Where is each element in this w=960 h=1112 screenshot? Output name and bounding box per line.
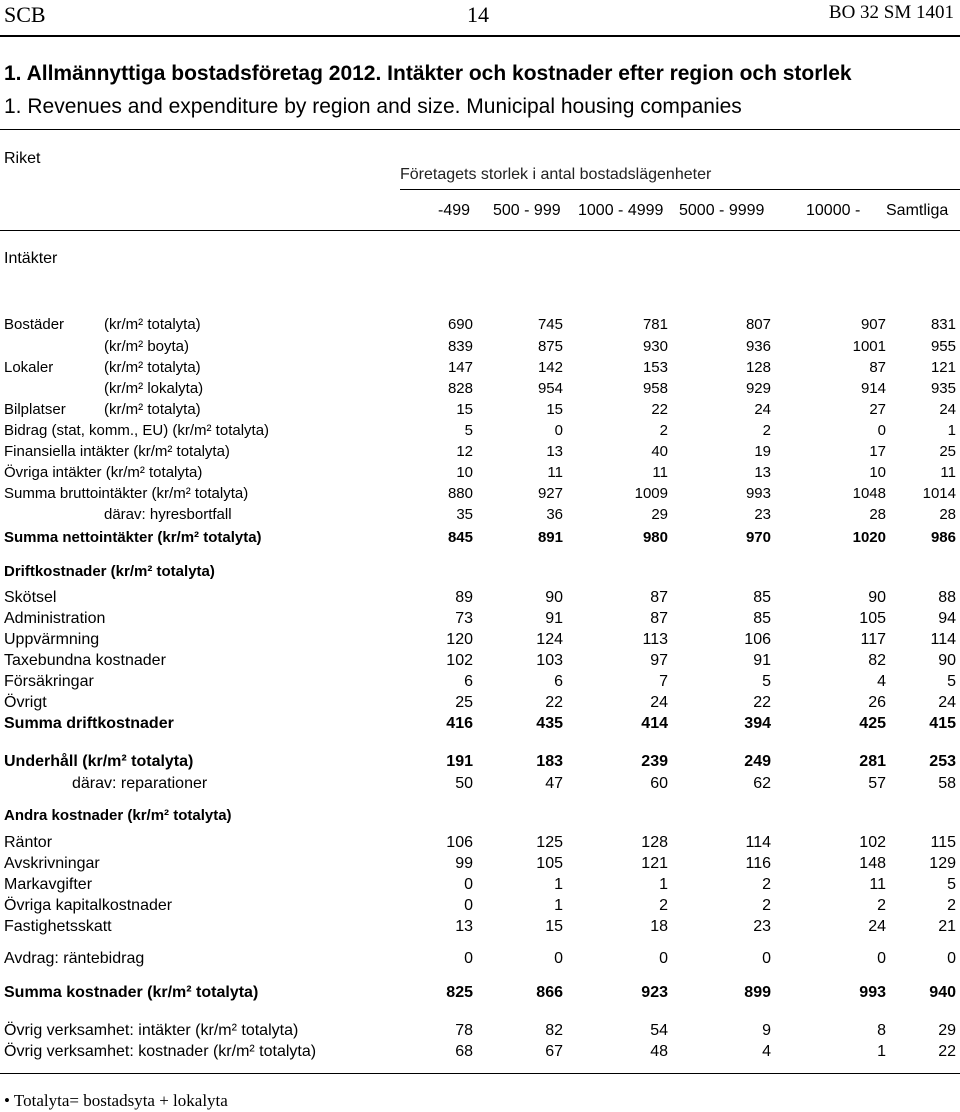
cell-value: 82 [868, 652, 886, 669]
cell-value: 120 [446, 631, 473, 648]
cell-value: 105 [536, 855, 563, 872]
cell-value: 5 [947, 876, 956, 893]
cell-value: 993 [745, 485, 771, 502]
cell-value: 781 [642, 316, 668, 333]
cell-value: 0 [464, 897, 473, 914]
cell-value: 91 [753, 652, 771, 669]
column-header: 10000 - [806, 202, 861, 219]
cell-value: 828 [447, 380, 473, 397]
cell-value: 4 [877, 673, 886, 690]
cell-value: 28 [939, 506, 956, 523]
cell-value: 191 [446, 753, 473, 770]
row-label: Markavgifter [4, 876, 93, 893]
cell-value: 22 [545, 694, 563, 711]
cell-value: 26 [868, 694, 886, 711]
cell-value: 970 [745, 529, 771, 546]
row-label: Försäkringar [4, 673, 94, 690]
cell-value: 11 [547, 464, 563, 481]
cell-value: 15 [545, 918, 563, 935]
row-label: Underhåll (kr/m² totalyta) [4, 753, 194, 770]
cell-value: 88 [938, 589, 956, 606]
cell-value: 1 [554, 897, 563, 914]
row-label: Räntor [4, 834, 53, 851]
region-label: Riket [4, 150, 41, 167]
cell-value: 239 [641, 753, 668, 770]
cell-value: 929 [745, 380, 771, 397]
cell-value: 416 [446, 715, 473, 732]
row-label: Avskrivningar [4, 855, 100, 872]
cell-value: 0 [554, 422, 563, 439]
cell-value: 1 [877, 1043, 886, 1060]
row-label: Övrigt [4, 694, 47, 711]
cell-value: 249 [744, 753, 771, 770]
row-label: Avdrag: räntebidrag [4, 950, 145, 967]
cell-value: 415 [929, 715, 956, 732]
cell-value: 124 [536, 631, 563, 648]
cell-value: 980 [642, 529, 668, 546]
cell-value: 0 [762, 950, 771, 967]
size-heading: Företagets storlek i antal bostadslägenheter [400, 166, 712, 183]
cell-value: 29 [938, 1022, 956, 1039]
cell-value: 90 [938, 652, 956, 669]
footnote-bullet: • [4, 1091, 10, 1110]
cell-value: 142 [537, 359, 563, 376]
cell-value: 15 [456, 401, 473, 418]
cell-value: 2 [762, 876, 771, 893]
cell-value: 27 [869, 401, 886, 418]
cell-value: 15 [546, 401, 563, 418]
row-label: Administration [4, 610, 106, 627]
cell-value: 24 [650, 694, 668, 711]
cell-value: 414 [641, 715, 668, 732]
cell-value: 128 [745, 359, 771, 376]
cell-value: 22 [753, 694, 771, 711]
cell-value: 845 [447, 529, 473, 546]
cell-value: 24 [754, 401, 771, 418]
cell-value: 25 [455, 694, 473, 711]
cell-value: 1001 [852, 338, 886, 355]
cell-value: 22 [651, 401, 668, 418]
cell-value: 35 [456, 506, 473, 523]
row-label: Bilplatser [4, 401, 66, 418]
cell-value: 8 [877, 1022, 886, 1039]
cell-value: 121 [641, 855, 668, 872]
row-label: Summa driftkostnader [4, 715, 174, 732]
cell-value: 253 [929, 753, 956, 770]
cell-value: 67 [545, 1043, 563, 1060]
column-header: 5000 - 9999 [679, 202, 765, 219]
cell-value: 129 [929, 855, 956, 872]
cell-value: 114 [745, 834, 771, 851]
cell-value: 0 [554, 950, 563, 967]
cell-value: 866 [536, 984, 563, 1001]
cell-value: 958 [642, 380, 668, 397]
cell-value: 13 [546, 443, 563, 460]
cell-value: 99 [455, 855, 473, 872]
cell-value: 955 [930, 338, 956, 355]
cell-value: 2 [659, 897, 668, 914]
cell-value: 2 [762, 897, 771, 914]
cell-value: 954 [537, 380, 563, 397]
row-label: Övrig verksamhet: intäkter (kr/m² totalyta) [4, 1022, 299, 1039]
cell-value: 128 [641, 834, 668, 851]
cell-value: 394 [744, 715, 771, 732]
cell-value: 91 [545, 610, 563, 627]
cell-value: 48 [650, 1043, 668, 1060]
row-label: Summa bruttointäkter (kr/m² totalyta) [4, 485, 249, 502]
row-label: därav: hyresbortfall [104, 506, 232, 523]
cell-value: 24 [938, 694, 956, 711]
cell-value: 5 [947, 673, 956, 690]
cell-value: 121 [930, 359, 956, 376]
cell-value: 36 [546, 506, 563, 523]
cell-value: 2 [947, 897, 956, 914]
cell-value: 105 [859, 610, 886, 627]
row-label: Skötsel [4, 589, 57, 606]
footer-rule [0, 1073, 960, 1074]
row-label: Finansiella intäkter (kr/m² totalyta) [4, 443, 230, 460]
cell-value: 103 [536, 652, 563, 669]
cell-value: 22 [938, 1043, 956, 1060]
cell-value: 153 [642, 359, 668, 376]
size-heading-rule [400, 189, 960, 190]
cell-value: 1 [947, 422, 956, 439]
cell-value: 907 [860, 316, 886, 333]
cell-value: 21 [938, 918, 956, 935]
cell-value: 1020 [852, 529, 886, 546]
cell-value: 125 [536, 834, 563, 851]
cell-value: 1 [554, 876, 563, 893]
cell-value: 1014 [922, 485, 956, 502]
cell-value: 935 [930, 380, 956, 397]
cell-value: 12 [456, 443, 473, 460]
cell-value: 4 [762, 1043, 771, 1060]
cell-value: 0 [947, 950, 956, 967]
cell-value: 9 [762, 1022, 771, 1039]
page-header-left: SCB [4, 2, 46, 27]
cell-value: 115 [930, 834, 956, 851]
cell-value: 60 [650, 775, 668, 792]
header-rule [0, 35, 960, 37]
cell-value: 0 [464, 950, 473, 967]
row-label: Uppvärmning [4, 631, 100, 648]
row-label: Fastighetsskatt [4, 918, 112, 935]
cell-value: 28 [869, 506, 886, 523]
cell-value: 936 [745, 338, 771, 355]
column-header: 500 - 999 [493, 202, 561, 219]
cell-value: 23 [753, 918, 771, 935]
cell-value: 807 [745, 316, 771, 333]
row-label: Övriga intäkter (kr/m² totalyta) [4, 464, 203, 481]
cell-value: 1 [659, 876, 668, 893]
cell-value: 50 [455, 775, 473, 792]
cell-value: 0 [877, 422, 886, 439]
cell-value: 78 [455, 1022, 473, 1039]
table-title-swedish: 1. Allmännyttiga bostadsföretag 2012. Intäkter och kostnader efter region och storlek [4, 62, 852, 85]
section-heading-other-costs: Andra kostnader (kr/m² totalyta) [4, 807, 232, 824]
cell-value: 940 [929, 984, 956, 1001]
cell-value: 114 [930, 631, 956, 648]
footnote [4, 1091, 228, 1111]
cell-value: 57 [868, 775, 886, 792]
cell-value: 87 [650, 610, 668, 627]
cell-value: 62 [753, 775, 771, 792]
row-unit: (kr/m² totalyta) [104, 359, 201, 376]
cell-value: 0 [464, 876, 473, 893]
row-label: Lokaler [4, 359, 54, 376]
section-heading-operating-costs: Driftkostnader (kr/m² totalyta) [4, 563, 215, 580]
cell-value: 29 [651, 506, 668, 523]
cell-value: 24 [868, 918, 886, 935]
footnote-text: Totalyta= bostadsyta + lokalyta [13, 1091, 228, 1110]
cell-value: 281 [859, 753, 886, 770]
cell-value: 1009 [634, 485, 668, 502]
cell-value: 7 [659, 673, 668, 690]
cell-value: 90 [545, 589, 563, 606]
cell-value: 927 [537, 485, 563, 502]
cell-value: 986 [930, 529, 956, 546]
cell-value: 73 [455, 610, 473, 627]
title-rule [0, 129, 960, 130]
column-header: Samtliga [886, 202, 949, 219]
column-header-rule [0, 230, 960, 231]
cell-value: 85 [753, 610, 771, 627]
row-label: Övrig verksamhet: kostnader (kr/m² totalyta) [4, 1043, 317, 1060]
cell-value: 899 [744, 984, 771, 1001]
cell-value: 891 [537, 529, 563, 546]
cell-value: 10 [869, 464, 886, 481]
row-label: Summa kostnader (kr/m² totalyta) [4, 984, 259, 1001]
cell-value: 2 [762, 422, 771, 439]
column-header: 1000 - 4999 [578, 202, 664, 219]
row-label: Taxebundna kostnader [4, 652, 166, 669]
row-label: Övriga kapitalkostnader [4, 897, 173, 914]
cell-value: 90 [868, 589, 886, 606]
cell-value: 89 [455, 589, 473, 606]
row-label: därav: reparationer [72, 775, 208, 792]
cell-value: 11 [940, 464, 956, 481]
cell-value: 47 [545, 775, 563, 792]
cell-value: 102 [446, 652, 473, 669]
cell-value: 435 [536, 715, 563, 732]
cell-value: 923 [641, 984, 668, 1001]
row-label: Bidrag (stat, komm., EU) (kr/m² totalyta) [4, 422, 270, 439]
cell-value: 6 [464, 673, 473, 690]
row-unit: (kr/m² totalyta) [104, 401, 201, 418]
cell-value: 6 [554, 673, 563, 690]
row-unit: (kr/m² lokalyta) [104, 380, 204, 397]
cell-value: 18 [650, 918, 668, 935]
cell-value: 54 [650, 1022, 668, 1039]
cell-value: 831 [930, 316, 956, 333]
cell-value: 13 [455, 918, 473, 935]
cell-value: 2 [877, 897, 886, 914]
cell-value: 880 [447, 485, 473, 502]
cell-value: 1048 [852, 485, 886, 502]
cell-value: 19 [754, 443, 771, 460]
row-label: Bostäder [4, 316, 65, 333]
cell-value: 11 [652, 464, 668, 481]
cell-value: 10 [456, 464, 473, 481]
page-header-right: BO 32 SM 1401 [828, 2, 954, 23]
page-number: 14 [467, 2, 489, 27]
cell-value: 914 [860, 380, 886, 397]
cell-value: 68 [455, 1043, 473, 1060]
cell-value: 106 [744, 631, 771, 648]
cell-value: 24 [939, 401, 956, 418]
cell-value: 825 [446, 984, 473, 1001]
cell-value: 11 [869, 876, 886, 893]
column-header: -499 [438, 202, 471, 219]
cell-value: 930 [642, 338, 668, 355]
cell-value: 113 [642, 631, 668, 648]
cell-value: 839 [447, 338, 473, 355]
cell-value: 17 [869, 443, 886, 460]
cell-value: 5 [762, 673, 771, 690]
cell-value: 993 [859, 984, 886, 1001]
cell-value: 23 [754, 506, 771, 523]
cell-value: 116 [745, 855, 771, 872]
cell-value: 690 [447, 316, 473, 333]
cell-value: 183 [536, 753, 563, 770]
row-label: Summa nettointäkter (kr/m² totalyta) [4, 529, 262, 546]
cell-value: 875 [537, 338, 563, 355]
cell-value: 85 [753, 589, 771, 606]
cell-value: 40 [651, 443, 668, 460]
cell-value: 94 [938, 610, 956, 627]
cell-value: 0 [877, 950, 886, 967]
cell-value: 0 [659, 950, 668, 967]
cell-value: 148 [859, 855, 886, 872]
cell-value: 102 [859, 834, 886, 851]
cell-value: 147 [447, 359, 473, 376]
cell-value: 425 [859, 715, 886, 732]
cell-value: 117 [860, 631, 886, 648]
table-title-english: 1. Revenues and expenditure by region and size. Municipal housing companies [4, 95, 742, 118]
row-unit: (kr/m² totalyta) [104, 316, 201, 333]
cell-value: 82 [545, 1022, 563, 1039]
cell-value: 87 [869, 359, 886, 376]
cell-value: 745 [537, 316, 563, 333]
cell-value: 87 [650, 589, 668, 606]
cell-value: 2 [659, 422, 668, 439]
cell-value: 5 [464, 422, 473, 439]
cell-value: 106 [446, 834, 473, 851]
cell-value: 25 [939, 443, 956, 460]
cell-value: 97 [650, 652, 668, 669]
cell-value: 58 [938, 775, 956, 792]
section-heading-income: Intäkter [4, 250, 58, 267]
cell-value: 13 [754, 464, 771, 481]
row-unit: (kr/m² boyta) [104, 338, 190, 355]
